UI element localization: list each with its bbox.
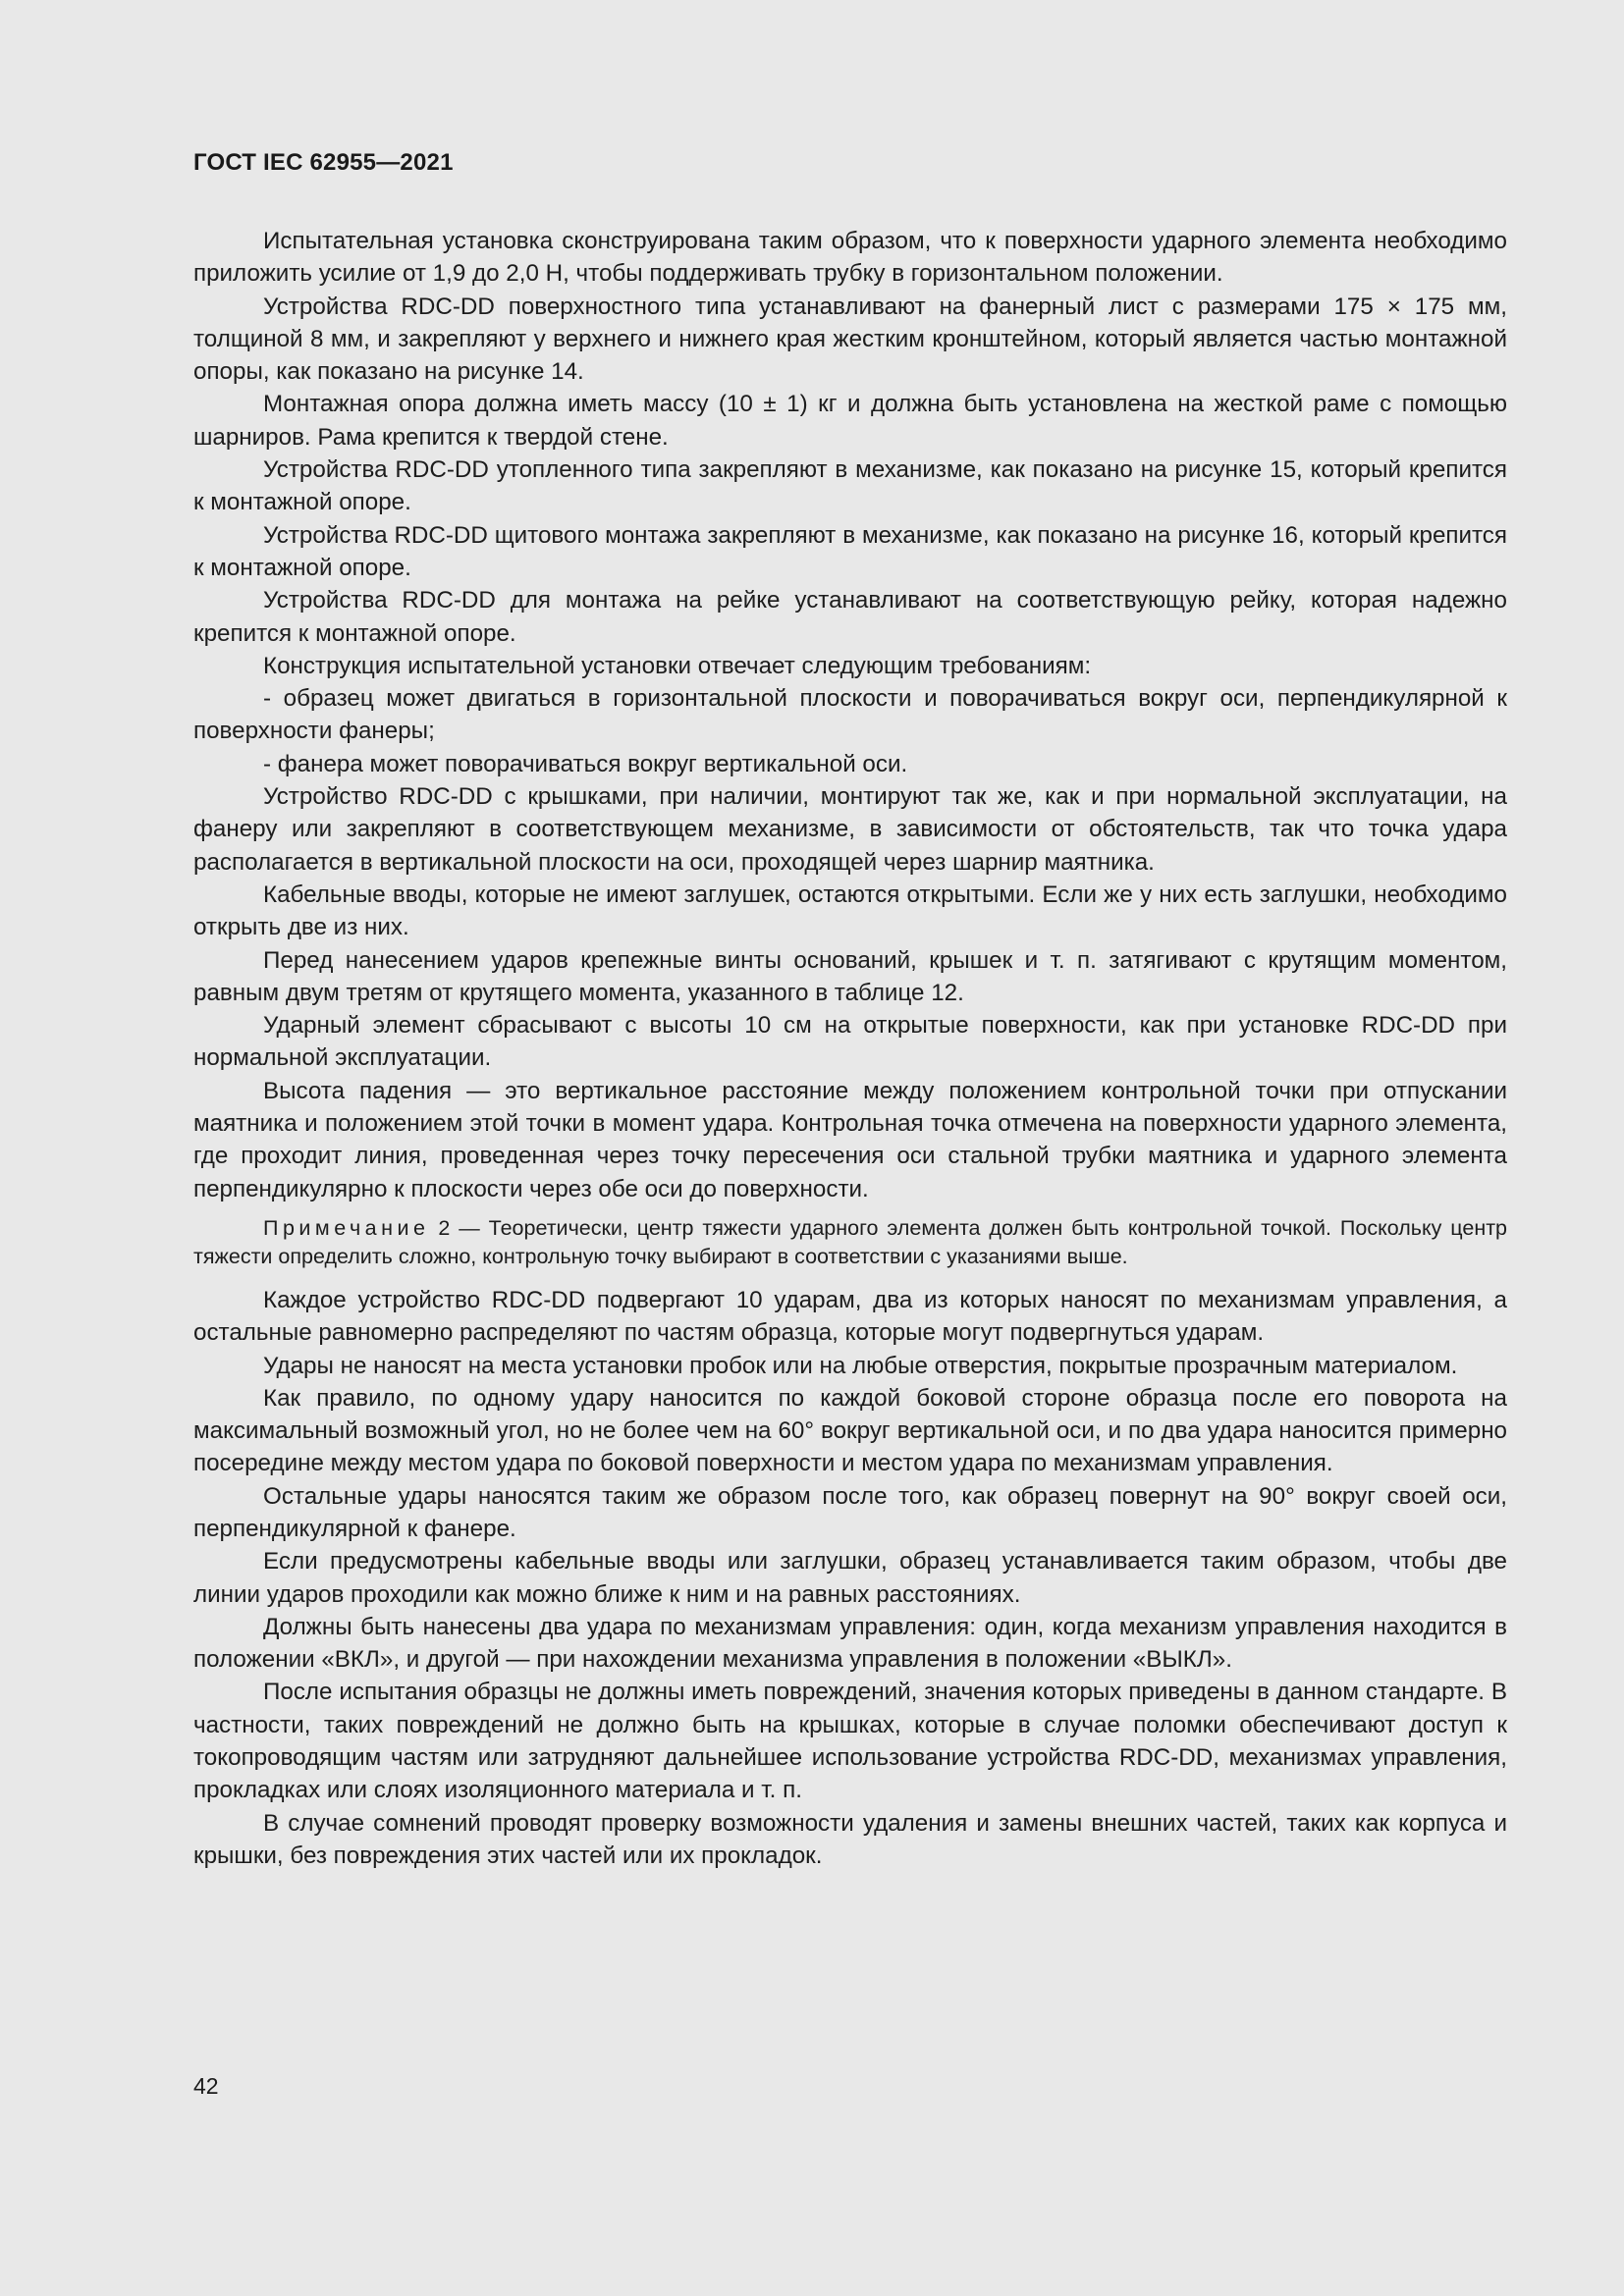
document-header: ГОСТ IEC 62955—2021 — [193, 149, 454, 176]
note — [193, 1214, 1507, 1271]
paragraph: Устройство RDC-DD с крышками, при наличии, монтируют так же, как и при нормальной эксплуатации, на фанеру или закрепляют в соответствующем механизме, в зависимости от обстоятельств, так что точка удара располагается в вертикальной плоскости на оси, проходящей через шарнир маятника. — [193, 783, 1507, 876]
paragraph: После испытания образцы не должны иметь повреждений, значения которых приведены в данном стандарте. В частности, таких повреждений не должно быть на крышках, которые в случае поломки обеспечивают доступ к токопроводящим частям или затрудняют дальнейшее использование устройства RDC-DD, механизмах управления, прокладках или слоях изоляционного материала и т. п. — [193, 1679, 1507, 1804]
page-number: 42 — [193, 2073, 219, 2099]
list-item: - фанера может поворачиваться вокруг вертикальной оси. — [263, 750, 908, 777]
paragraph: Устройства RDC-DD щитового монтажа закрепляют в механизме, как показано на рисунке 16, который крепится к монтажной опоре. — [193, 521, 1507, 581]
note-label: Примечание — [263, 1215, 430, 1240]
paragraph: Если предусмотрены кабельные вводы или заглушки, образец устанавливается таким образом, чтобы две линии ударов проходили как можно ближе к ним и на равных расстояниях. — [193, 1548, 1507, 1608]
body-text — [193, 225, 1507, 1872]
paragraph: Остальные удары наносятся таким же образом после того, как образец повернут на 90° вокруг своей оси, перпендикулярной к фанере. — [193, 1482, 1507, 1542]
paragraph: Удары не наносят на места установки пробок или на любые отверстия, покрытые прозрачным материалом. — [263, 1352, 1458, 1379]
paragraph: Монтажная опора должна иметь массу (10 ± 1) кг и должна быть установлена на жесткой раме с помощью шарниров. Рама крепится к твердой стене. — [193, 391, 1507, 451]
paragraph: Высота падения — это вертикальное расстояние между положением контрольной точки при отпускании маятника и положением этой точки в момент удара. Контрольная точка отмечена на поверхности ударного элемента, где проходит линия, проведенная через точку пересечения оси стальной трубки маятника и ударного элемента перпендикулярно к плоскости через обе оси до поверхности. — [193, 1077, 1507, 1202]
paragraph: Устройства RDC-DD поверхностного типа устанавливают на фанерный лист с размерами 175 × 175 мм, толщиной 8 мм, и закрепляют у верхнего и нижнего края жестким кронштейном, который является частью монтажной опоры, как показано на рисунке 14. — [193, 293, 1507, 386]
paragraph: Кабельные вводы, которые не имеют заглушек, остаются открытыми. Если же у них есть заглушки, необходимо открыть две из них. — [193, 881, 1507, 941]
paragraph: Как правило, по одному удару наносится по каждой боковой стороне образца после его поворота на максимальный возможный угол, но не более чем на 60° вокруг вертикальной оси, и по два удара наносится примерно посередине между местом удара по боковой поверхности и местом удара по механизмам управления. — [193, 1384, 1507, 1477]
paragraph: В случае сомнений проводят проверку возможности удаления и замены внешних частей, таких как корпуса и крышки, без повреждения этих частей или их прокладок. — [193, 1809, 1507, 1869]
paragraph: Ударный элемент сбрасывают с высоты 10 см на открытые поверхности, как при установке RDC-DD при нормальной эксплуатации. — [193, 1012, 1507, 1072]
note-text: 2 — Теоретически, центр тяжести ударного элемента должен быть контрольной точкой. Поскольку центр тяжести определить сложно, контрольную точку выбирают в соответствии с указаниями выше. — [193, 1215, 1507, 1268]
list-item: - образец может двигаться в горизонтальной плоскости и поворачиваться вокруг оси, перпендикулярной к поверхности фанеры; — [193, 685, 1507, 745]
paragraph: Устройства RDC-DD утопленного типа закрепляют в механизме, как показано на рисунке 15, который крепится к монтажной опоре. — [193, 456, 1507, 516]
paragraph: Перед нанесением ударов крепежные винты оснований, крышек и т. п. затягивают с крутящим моментом, равным двум третям от крутящего момента, указанного в таблице 12. — [193, 946, 1507, 1006]
paragraph: Должны быть нанесены два удара по механизмам управления: один, когда механизм управления находится в положении «ВКЛ», и другой — при нахождении механизма управления в положении «ВЫКЛ». — [193, 1613, 1507, 1674]
paragraph: Испытательная установка сконструирована таким образом, что к поверхности ударного элемента необходимо приложить усилие от 1,9 до 2,0 Н, чтобы поддерживать трубку в горизонтальном положении. — [193, 228, 1507, 288]
paragraph: Конструкция испытательной установки отвечает следующим требованиям: — [263, 652, 1092, 679]
paragraph: Устройства RDC-DD для монтажа на рейке устанавливают на соответствующую рейку, которая надежно крепится к монтажной опоре. — [193, 587, 1507, 647]
paragraph: Каждое устройство RDC-DD подвергают 10 ударам, два из которых наносят по механизмам управления, а остальные равномерно распределяют по частям образца, которые могут подвергнуться ударам. — [193, 1286, 1507, 1347]
